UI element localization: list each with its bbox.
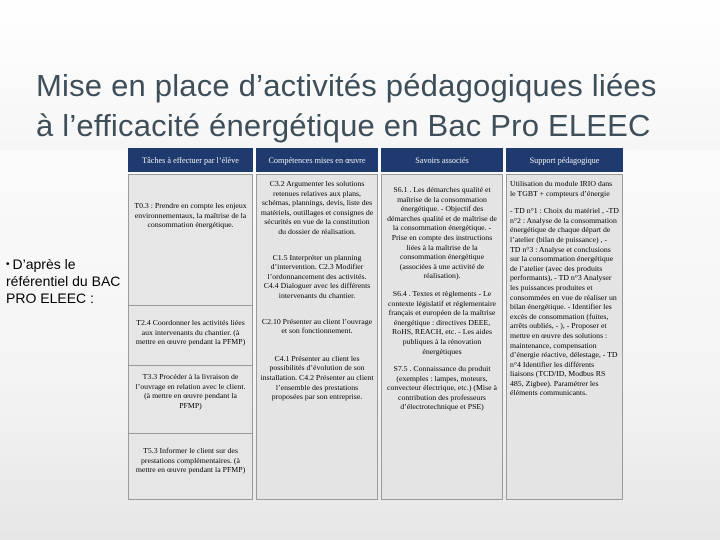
task-cell — [129, 433, 252, 500]
competence-text: C1.5 Interpréter un planning d’intervention. C2.3 Modifier l’ordonnancement des activités. C4.4 Dialoguer avec les différents intervenants du chantier. — [263, 252, 371, 300]
column-support — [506, 174, 623, 500]
column-savoirs — [381, 174, 503, 500]
savoir-text: S7.5 . Connaissance du produit (exemples : lampes, moteurs, convecteur électrique, etc.) (Mise à contribution des professeurs d’électrotechnique et PSE) — [387, 364, 497, 412]
competence-text: C3.2 Argumenter les solutions retenues relatives aux plans, schémas, plannings, devis, liste des matériels, outillages et consignes de sécurités en vue de la constitution du dossier de réalisation. — [260, 179, 374, 236]
header-support: Support pédagogique — [506, 148, 623, 172]
task-text: T3.3 Procéder à la livraison de l’ouvrage en relation avec le client. (à mettre en œuvre pendant la PFMP) — [135, 372, 246, 410]
header-taches: Tâches à effectuer par l’élève — [128, 148, 253, 172]
task-text: T2.4 Coordonner les activités liées aux intervenants du chantier. (à mettre en œuvre pendant la PFMP) — [135, 318, 246, 347]
support-text: - TD n°1 : Choix du matériel , -TD n°2 : Analyse de la consommation énergétique de chaque départ de l’atelier (bilan de puissance) , - TD n°3 : Analyse et conclusions sur la consommation énergétique de l’atelier (avec des produits performants), - TD n°3 Analyser les puissances produites et consommées en vue de réaliser un bilan énergétique. - Identifier les excès de consommation (fuites, arrêts oubliés, - ), - Proposer et mettre en œuvre des solutions : maintenance, compensation d’énergie réactive, délestage, - TD n°4 Identifier les différents liaisons (TCD/ID, Modbus RS 485, Zigbee). Paramétrer les éléments communicants. — [510, 206, 619, 398]
side-note-text: D’après le référentiel du BAC PRO ELEEC : — [6, 256, 121, 306]
bullet-icon: • — [6, 259, 10, 270]
task-cell — [129, 305, 252, 365]
header-competences: Compétences mises en œuvre — [256, 148, 378, 172]
task-cell — [129, 175, 252, 305]
header-savoirs: Savoirs associés — [381, 148, 503, 172]
activities-table — [128, 148, 714, 498]
savoir-text: S6.4 . Textes et règlements - Le contexte législatif et réglementaire français et européen de la maîtrise énergétique : directives DEEE, RoHS, REACH, etc. - Les aides publiques à la rénovation énergétiques — [387, 288, 497, 356]
support-text: Utilisation du module IRIO dans le TGBT + compteurs d’énergie — [510, 179, 613, 198]
slide-title-line1: Mise en place d’activités pédagogiques liées — [36, 68, 657, 103]
competence-text: C4.1 Présenter au client les possibilités d’évolution de son installation. C4.2 Présenter au client l’ensemble des prestations proposées par son entreprise. — [260, 353, 374, 402]
savoir-text: S6.1 . Les démarches qualité et maîtrise de la consommation énergétique. - Objectif des démarches qualité et de maîtrise de la consommation énergétique. - Prise en compte des instructions liées à la maîtrise de la consommation énergétique (associées à une activité de réalisation). — [387, 185, 497, 281]
side-note — [6, 256, 124, 307]
task-text: T5.3 Informer le client sur des prestations complémentaires. (à mettre en œuvre pendant la PFMP) — [135, 446, 246, 475]
slide-title — [36, 66, 716, 146]
column-taches — [128, 174, 253, 500]
competence-text: C2.10 Présenter au client l’ouvrage et son fonctionnement. — [261, 316, 373, 336]
task-cell — [129, 365, 252, 433]
column-competences — [256, 174, 378, 500]
slide-title-line2: à l’efficacité énergétique en Bac Pro ELEEC — [36, 108, 651, 143]
task-text: T0.3 : Prendre en compte les enjeux environnementaux, la maîtrise de la consommation énergétique. — [134, 201, 247, 230]
